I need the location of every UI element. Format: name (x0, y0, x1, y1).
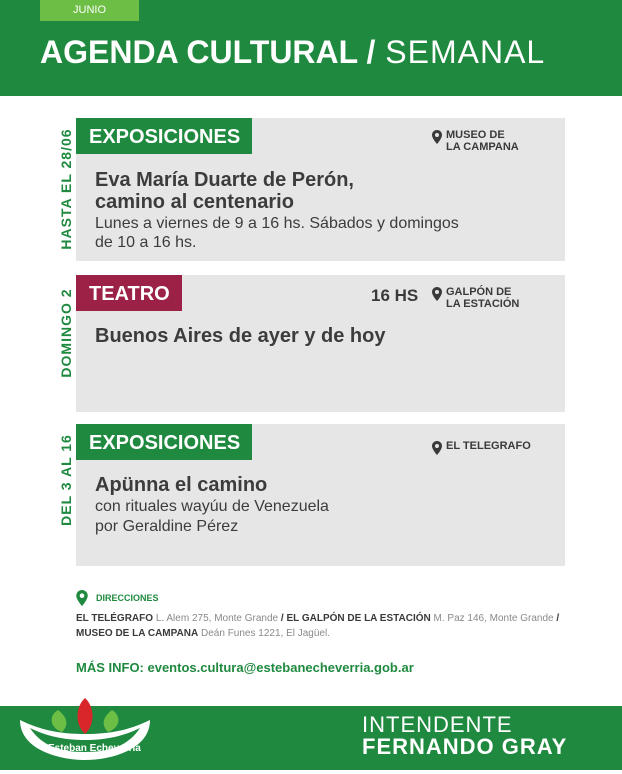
title-bold: AGENDA CULTURAL / (40, 34, 376, 70)
event-card[interactable] (76, 275, 565, 412)
location-pin-icon (432, 441, 442, 455)
event-title-line-1: Apünna el camino (95, 474, 268, 496)
location-pin-icon (432, 130, 442, 144)
event-desc-line-1: con rituales wayúu de Venezuela (95, 498, 329, 515)
event-title-line-1: Buenos Aires de ayer y de hoy (95, 325, 386, 347)
category-badge: TEATRO (76, 275, 182, 311)
directions-text (76, 611, 571, 641)
venue-line-2: LA ESTACIÓN (446, 298, 520, 310)
title-thin: SEMANAL (375, 34, 546, 70)
event-desc-line-1: Lunes a viernes de 9 a 16 hs. Sábados y domingos (95, 215, 459, 232)
place-name: EL TELÉGRAFO (76, 613, 154, 624)
event-title-line-1: Eva María Duarte de Perón, (95, 169, 354, 191)
municipality-logo (0, 690, 170, 770)
place-name: EL GALPÓN DE LA ESTACIÓN (286, 613, 431, 624)
location-pin-icon (432, 287, 442, 301)
venue-line-2: LA CAMPANA (446, 141, 519, 153)
event-date-label: HASTA EL 28/06 (58, 128, 74, 250)
place-address: M. Paz 146, Monte Grande (430, 613, 557, 624)
place-address: L. Alem 275, Monte Grande (153, 613, 281, 624)
more-info-link[interactable]: MÁS INFO: eventos.cultura@estebanecheverria.gob.ar (76, 660, 414, 675)
leaf-logo-icon (0, 690, 170, 770)
separator: / (280, 613, 287, 624)
directions-label: DIRECCIONES (96, 593, 159, 603)
event-card[interactable] (76, 424, 565, 566)
venue-line-1: EL TELEGRAFO (446, 440, 531, 452)
category-badge: EXPOSICIONES (76, 424, 252, 460)
logo-text: Esteban Echeverría (48, 743, 141, 754)
category-badge: EXPOSICIONES (76, 118, 252, 154)
separator: / (556, 613, 560, 624)
venue-line-1: MUSEO DE (446, 129, 505, 141)
venue (432, 129, 519, 153)
event-desc-line-2: de 10 a 16 hs. (95, 234, 197, 251)
page-title (40, 32, 545, 72)
event-card[interactable] (76, 118, 565, 261)
event-time: 16 HS (371, 286, 419, 305)
mayor-name: FERNANDO GRAY (362, 734, 568, 759)
event-date-label: DOMINGO 2 (58, 288, 74, 378)
month-tab: JUNIO (40, 0, 139, 21)
venue (432, 440, 531, 452)
place-name: MUSEO DE LA CAMPANA (76, 628, 199, 639)
location-pin-icon (76, 590, 88, 606)
venue (432, 286, 519, 310)
directions-heading (76, 590, 159, 606)
event-desc-line-2: por Geraldine Pérez (95, 518, 239, 535)
event-date-label: DEL 3 AL 16 (58, 434, 74, 526)
mayor-role: INTENDENTE (362, 712, 513, 737)
event-title-line-2: camino al centenario (95, 191, 294, 213)
venue-line-1: GALPÓN DE (446, 286, 512, 298)
place-address: Deán Funes 1221, El Jagüel. (198, 628, 330, 639)
